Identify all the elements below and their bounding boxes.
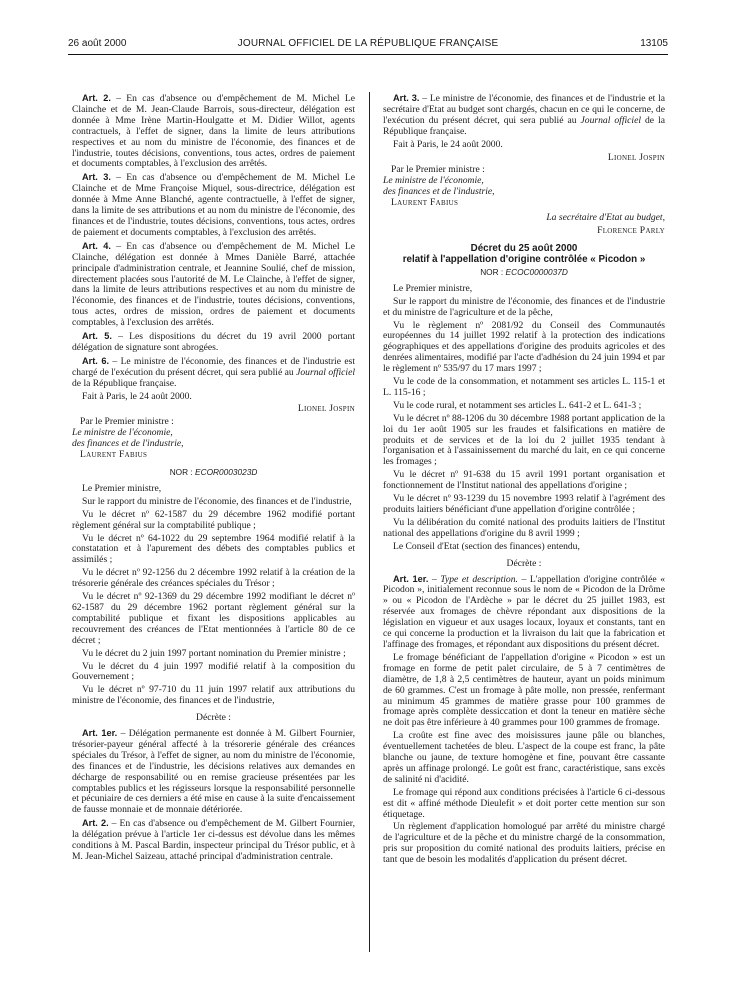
header-rule xyxy=(68,54,668,55)
body-paragraph: Le fromage bénéficiant de l'appellation d'origine « Picodon » est un fromage en forme de petit palet circulaire, de 5 à 7 centimètres de diamètre, de 1,8 à 2,5 centimètres de hauteur, ayant un poids minimum de 60 grammes. C'est un fromage à pâte molle, non pressée, renfermant au minimum 45 grammes de matière grasse pour 100 grammes de fromage après complète dessiccation et dont la teneur en matière sèche ne doit pas être inférieure à 40 grammes pour 100 grammes de fromage. xyxy=(383,651,665,729)
signature-block-right xyxy=(383,165,665,236)
vu-item: Vu le décret nº 64-1022 du 29 septembre 1964 modifié relatif à la constatation et à l'apurement des débets des comptables publics et assimilés ; xyxy=(72,532,355,566)
vu-item: Vu le décret nº 88-1206 du 30 décembre 1988 portant application de la loi du 1er août 1905 sur les fraudes et falsifications en matière de produits et de services et de la loi du 2 juillet 1935 tendant à l'organisation et à l'assainissement du marché du lait, en ce qui concerne les fromages ; xyxy=(383,412,665,468)
premier-ministre: Le Premier ministre, xyxy=(82,482,162,494)
signature-prime-minister: Lionel Jospin xyxy=(297,403,355,415)
minister-title-line2: des finances et de l'industrie, xyxy=(72,438,184,450)
vu-item: Vu le règlement nº 2081/92 du Conseil des Communautés européennes du 14 juillet 1992 relatif à la protection des indications géographiques et des appellations d'origine des produits agricoles et des denrées alimentaires, modifié par l'acte d'adhésion du 24 juin 1994 et par le règlement nº 535/97 du 17 mars 1997 ; xyxy=(383,319,665,375)
minister-title-line1-right: Le ministre de l'économie, xyxy=(383,175,484,187)
signature-prime-minister-right: Lionel Jospin xyxy=(607,151,665,163)
body-paragraph: La croûte est fine avec des moisissures jaune pâle ou blanches, éventuellement tachetées de bleu. L'aspect de la coupe est franc, la pâte blanche ou jaune, de texture homogène et fine, pouvant être cassante après un affinage prolongé. Le goût est franc, caractéristique, sans excès de salinité ni d'acidité. xyxy=(383,730,665,785)
premier-ministre-right: Le Premier ministre, xyxy=(393,282,473,294)
vu-item: Le Conseil d'Etat (section des finances) entendu, xyxy=(393,540,580,552)
article-2: Art. 2. – En cas d'absence ou d'empêchement de M. Michel Le Clainche et de M. Jean-Claude Barrois, sous-directeur, délégation est donnée à Mme Irène Martin-Houlgatte et M. Didier Willot, agents contractuels, à l'effet de signer, dans la limite de leurs attributions respectives et au nom du ministre de l'économie, des finances et de l'industrie, toutes décisions, conventions, tous actes, ordres de paiement et documents comptables, à l'exclusion des arrêtés. xyxy=(72,93,355,170)
vu-item: Vu le code de la consommation, et notamment ses articles L. 115-1 et L. 115-16 ; xyxy=(383,376,665,398)
nor-reference: NOR : ECOR0003023D xyxy=(169,467,258,477)
header-title: JOURNAL OFFICIEL DE LA RÉPUBLIQUE FRANÇAISE xyxy=(237,38,499,49)
par-le-premier-ministre: Par le Premier ministre : xyxy=(80,416,174,428)
minister-name-right: Laurent Fabius xyxy=(391,197,459,209)
vu-item: Vu le décret nº 62-1587 du 29 décembre 1962 modifié portant règlement général sur la comptabilité publique ; xyxy=(72,508,355,531)
decrete-heading: Décrète : xyxy=(196,712,231,724)
fait-a-paris: Fait à Paris, le 24 août 2000. xyxy=(82,390,192,402)
fait-a-paris-right: Fait à Paris, le 24 août 2000. xyxy=(393,138,503,150)
minister-title-line1: Le ministre de l'économie, xyxy=(72,427,173,439)
vu-item: Vu le décret nº 97-710 du 11 juin 1997 relatif aux attributions du ministre de l'économie, des finances et de l'industrie, xyxy=(72,684,355,707)
nor-reference-right: NOR : ECOC0000037D xyxy=(480,266,568,277)
left-column xyxy=(72,93,355,865)
minister-title-line2-right: des finances et de l'industrie, xyxy=(383,186,495,198)
page-header xyxy=(68,38,668,52)
article-2-second-decree: Art. 2. – En cas d'absence ou d'empêchement de M. Gilbert Fournier, la délégation prévue à l'article 1er ci-dessus est dévolue dans les mêmes conditions à M. Pascal Bardin, inspecteur principal du Trésor public, et à M. Jean-Michel Saizeau, attaché principal d'administration centrale. xyxy=(72,818,355,862)
article-1-second-decree: Art. 1er. – Délégation permanente est donnée à M. Gilbert Fournier, trésorier-payeur général affecté à la trésorerie générale des créances spéciales du Trésor, à l'effet de signer, au nom du ministre de l'économie, des finances et de l'industrie, les décisions relatives aux demandes en décharge de responsabilité ou en remise gracieuse présentées par les comptables publics et les régisseurs lorsque la responsabilité personnelle et pécuniaire de ces derniers a été mise en cause à la suite d'encaissement de fausse monnaie et de monnaie détériorée. xyxy=(72,728,356,816)
header-date: 26 août 2000 xyxy=(68,38,127,49)
vu-item: Vu le code rural, et notamment ses articles L. 641-2 et L. 641-3 ; xyxy=(393,399,642,411)
article-3-right: Art. 3. – Le ministre de l'économie, des finances et de l'industrie et la secrétaire d'Etat au budget sont chargés, chacun en ce qui le concerne, de l'exécution du présent décret, qui sera publié au Journal officiel de la République française. xyxy=(383,93,665,137)
vu-item: Vu le décret nº 92-1256 du 2 décembre 1992 relatif à la création de la trésorerie générale des créances spéciales du Trésor ; xyxy=(72,567,355,590)
right-column xyxy=(383,93,665,868)
minister-name: Laurent Fabius xyxy=(80,449,148,461)
sur-le-rapport-right: Sur le rapport du ministre de l'économie, des finances et de l'industrie et du ministre de l'agriculture et de la pêche, xyxy=(383,295,665,318)
vu-item: Vu le décret nº 91-638 du 15 avril 1991 portant organisation et fonctionnement de l'Institut national des appellations d'origine ; xyxy=(383,469,665,492)
article-4: Art. 4. – En cas d'absence ou d'empêchement de M. Michel Le Clainche, délégation est donnée à Mmes Danièle Barré, attachée principale d'administration centrale, et Jeannine Soulié, chef de mission, directement placées sous l'autorité de M. Le Clainche, à l'effet de signer, dans la limite de leurs attributions respectives et au nom du ministre de l'économie, des finances et de l'industrie, toutes décisions, conventions, tous actes, ordres de mission, ordres de paiement et documents comptables, à l'exclusion des arrêtés. xyxy=(72,240,355,329)
decrete-heading-right: Décrète : xyxy=(506,557,542,569)
vu-item: Vu le décret nº 92-1369 du 29 décembre 1992 modifiant le décret nº 62-1587 du 29 décembre 1962 portant règlement général sur la comptabilité publique et fixant les dispositions applicables au recouvrement des créances de l'Etat mentionnées à l'article 80 de ce décret ; xyxy=(72,591,355,646)
decree-title-line1: Décret du 25 août 2000 xyxy=(470,242,578,254)
vu-item: Vu le décret nº 93-1239 du 15 novembre 1993 relatif à l'agrément des produits laitiers bénéficiant d'une appellation d'origine contrôlée ; xyxy=(383,493,665,515)
article-6: Art. 6. – Le ministre de l'économie, des finances et de l'industrie est chargé de l'exécution du présent décret, qui sera publié au Journal officiel de la République française. xyxy=(72,355,356,389)
page-number: 13105 xyxy=(640,38,668,49)
vu-item: Vu le décret du 4 juin 1997 modifié relatif à la composition du Gouvernement ; xyxy=(72,660,355,683)
body-paragraph: Un règlement d'application homologué par arrêté du ministre chargé de l'agriculture et de la pêche et du ministre chargé de la consommation, pris sur proposition du comité national des produits laitiers, précise en tant que de besoin les modalités d'application du présent décret. xyxy=(383,821,665,866)
article-1-picodon: Art. 1er. – Type et description. – L'appellation d'origine contrôlée « Picodon », initialement reconnue sous le nom de « Picodon de la Drôme » ou « Picodon de l'Ardèche » par le décret du 25 juillet 1983, est réservée aux fromages de chèvre répondant aux dispositions de la législation en vigueur et aux usages locaux, loyaux et constants, tant en ce qui concerne la production et la livraison du lait que la fabrication et l'affinage des fromages, et répondant aux dispositions du présent décret. xyxy=(383,573,665,650)
vu-item: Vu le décret du 2 juin 1997 portant nomination du Premier ministre ; xyxy=(82,647,346,659)
decree-title xyxy=(383,243,665,265)
signature-block xyxy=(72,417,355,461)
par-le-premier-ministre-right: Par le Premier ministre : xyxy=(391,164,485,176)
vu-item: Vu la délibération du comité national des produits laitiers de l'Institut national des appellations d'origine du 8 avril 1999 ; xyxy=(383,516,665,539)
secretaire-name: Florence Parly xyxy=(597,224,665,236)
column-divider xyxy=(369,92,370,952)
article-3: Art. 3. – En cas d'absence ou d'empêchement de M. Michel Le Clainche et de Mme Françoise Miquel, sous-directrice, délégation est donnée à Mme Anne Blanché, agente contractuelle, à l'effet de signer, dans la limite de ses attributions et au nom du ministre de l'économie, des finances et de l'industrie, toutes décisions, conventions, tous actes, ordres de paiement et documents comptables, à l'exclusion des arrêtés. xyxy=(72,172,355,238)
decree-title-line2: relatif à l'appellation d'origine contrôlée « Picodon » xyxy=(402,253,646,265)
secretaire-title: La secrétaire d'Etat au budget, xyxy=(546,212,665,224)
sur-le-rapport: Sur le rapport du ministre de l'économie, des finances et de l'industrie, xyxy=(82,495,352,507)
article-5: Art. 5. – Les dispositions du décret du 19 avril 2000 portant délégation de signature sont abrogées. xyxy=(72,331,355,353)
body-paragraph: Le fromage qui répond aux conditions précisées à l'article 6 ci-dessous est dit « affiné méthode Dieulefit » et doit porter cette mention sur son étiquetage. xyxy=(383,786,665,820)
